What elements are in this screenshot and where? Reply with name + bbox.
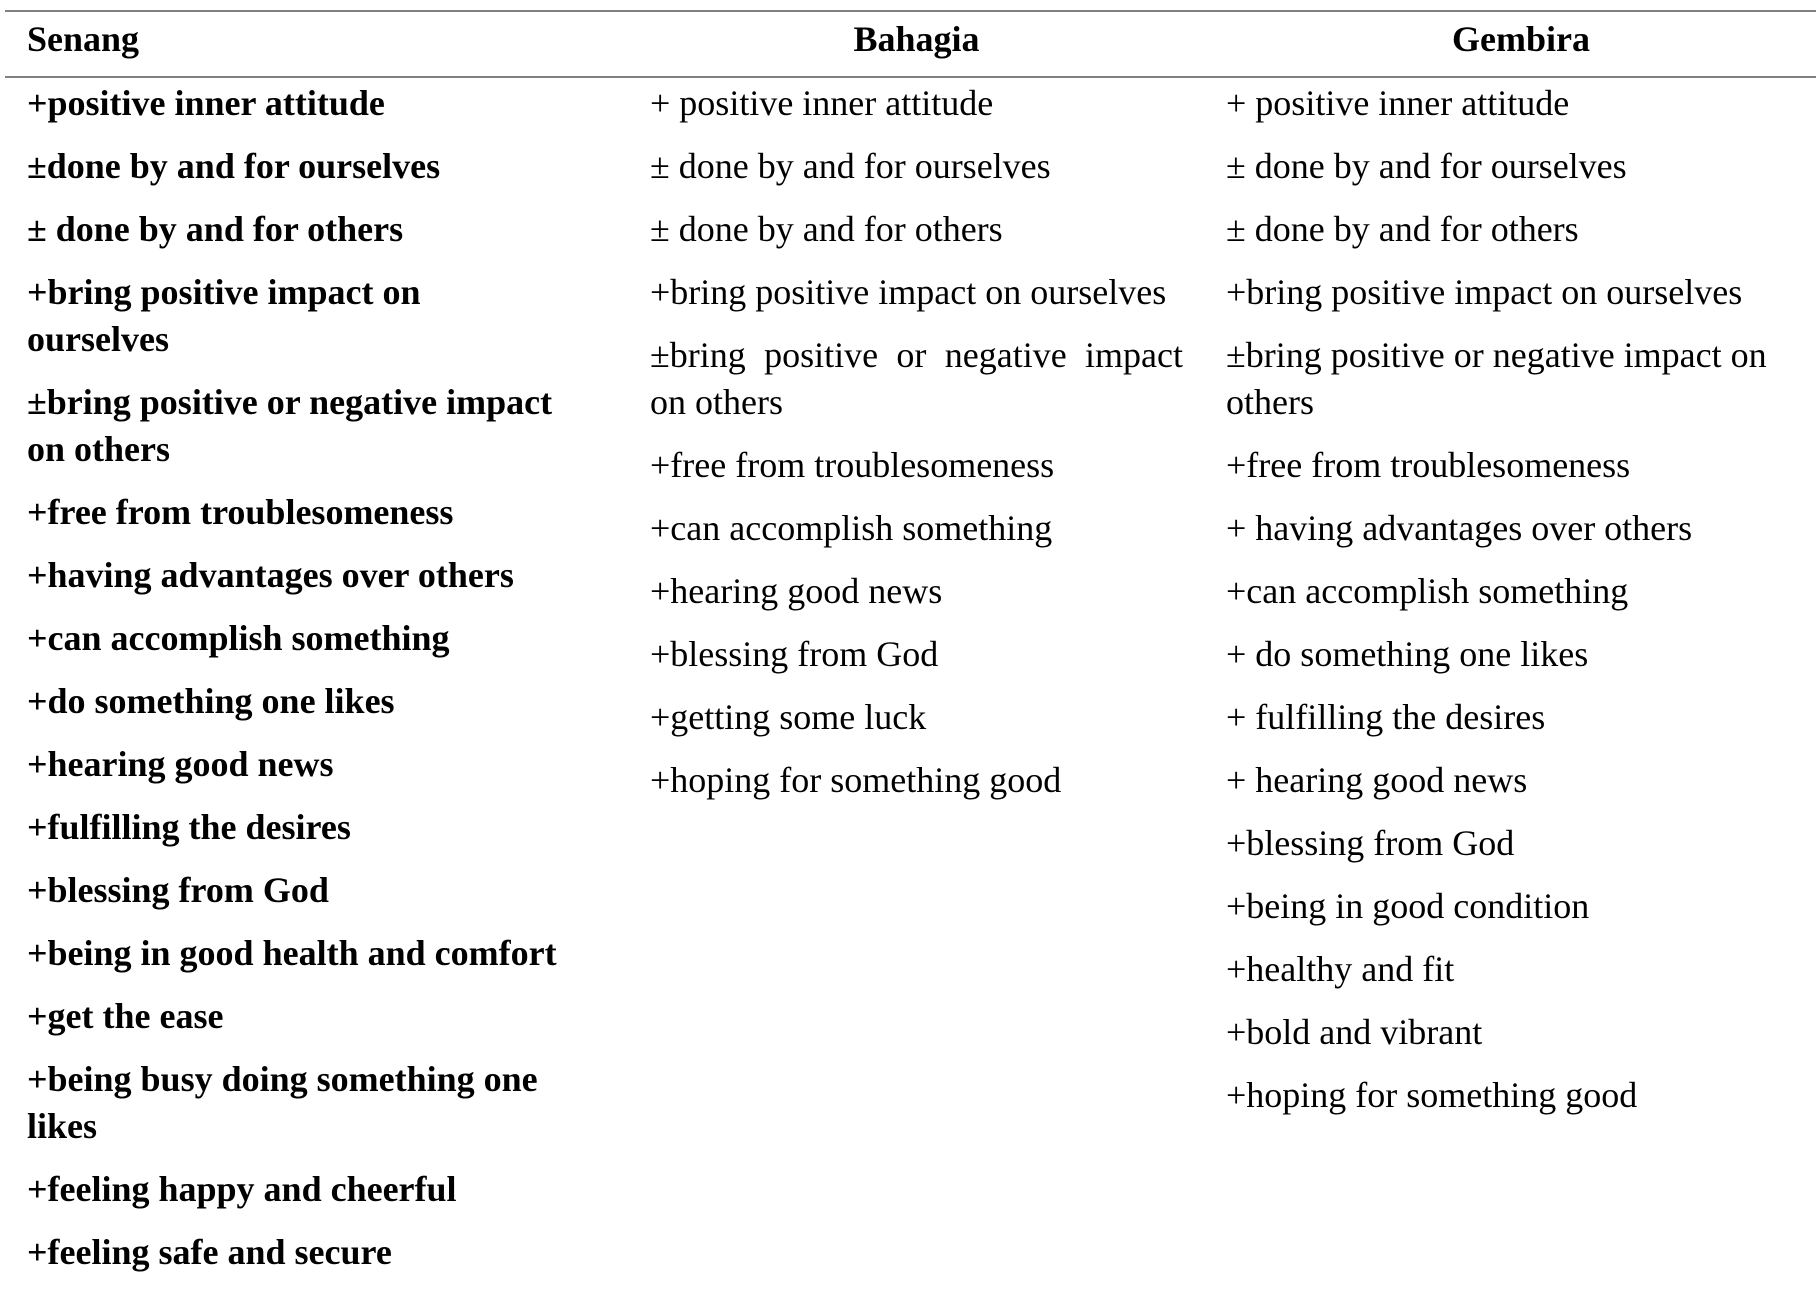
- list-item: +feeling happy and cheerful: [27, 1169, 457, 1209]
- list-item: + positive inner attitude: [650, 83, 994, 123]
- column-header-gembira: Gembira: [1452, 19, 1590, 59]
- list-item: ± done by and for others: [650, 209, 1003, 249]
- list-item: +free from troublesomeness: [1226, 445, 1631, 485]
- list-item: ±done by and for ourselves: [27, 146, 441, 186]
- list-item: +healthy and fit: [1226, 949, 1455, 989]
- list-item: +bold and vibrant: [1226, 1012, 1483, 1052]
- list-item: +blessing from God: [650, 634, 939, 674]
- list-item: + having advantages over others: [1226, 508, 1693, 548]
- list-item: +free from troublesomeness: [27, 492, 454, 532]
- list-item: +hearing good news: [650, 571, 943, 611]
- list-item: ±bring positive or negative impact on others: [1226, 335, 1767, 422]
- column-senang: [27, 80, 617, 1292]
- list-item: ± done by and for ourselves: [1226, 146, 1627, 186]
- list-item: ± done by and for others: [27, 209, 404, 249]
- list-item: ± done by and for others: [1226, 209, 1579, 249]
- list-item: + positive inner attitude: [1226, 83, 1570, 123]
- list-item: +being in good condition: [1226, 886, 1590, 926]
- list-item: +free from troublesomeness: [650, 445, 1055, 485]
- list-item: + do something one likes: [1226, 634, 1589, 674]
- list-item: +hearing good news: [27, 744, 334, 784]
- column-gembira: [1226, 80, 1816, 1135]
- list-item: +fulfilling the desires: [27, 807, 351, 847]
- list-item: ± done by and for ourselves: [650, 146, 1051, 186]
- list-item: +blessing from God: [1226, 823, 1515, 863]
- list-item: +can accomplish something: [650, 508, 1053, 548]
- list-item: +bring positive impact on ourselves: [650, 272, 1167, 312]
- list-item: +bring positive impact on ourselves: [27, 272, 421, 359]
- list-item: +having advantages over others: [27, 555, 514, 595]
- list-item: +hoping for something good: [650, 760, 1062, 800]
- list-item: +being in good health and comfort: [27, 933, 557, 973]
- list-item: +get the ease: [27, 996, 224, 1036]
- column-bahagia: [650, 80, 1183, 820]
- list-item: +feeling safe and secure: [27, 1232, 392, 1272]
- list-item: +being busy doing something one likes: [27, 1059, 538, 1146]
- list-item: +do something one likes: [27, 681, 395, 721]
- table-header-rule: [5, 76, 1816, 78]
- list-item: ±bring positive or negative impact on others: [650, 335, 1183, 422]
- list-item: ±bring positive or negative impact on others: [27, 382, 553, 469]
- list-item: +hoping for something good: [1226, 1075, 1638, 1115]
- list-item: + hearing good news: [1226, 760, 1528, 800]
- list-item: +bring positive impact on ourselves: [1226, 272, 1743, 312]
- list-item: + fulfilling the desires: [1226, 697, 1546, 737]
- list-item: +getting some luck: [650, 697, 927, 737]
- list-item: +can accomplish something: [1226, 571, 1629, 611]
- list-item: +positive inner attitude: [27, 83, 385, 123]
- list-item: +can accomplish something: [27, 618, 450, 658]
- column-header-bahagia: Bahagia: [853, 19, 980, 59]
- table-top-rule: [5, 10, 1816, 12]
- column-header-senang: Senang: [27, 19, 140, 59]
- list-item: +blessing from God: [27, 870, 329, 910]
